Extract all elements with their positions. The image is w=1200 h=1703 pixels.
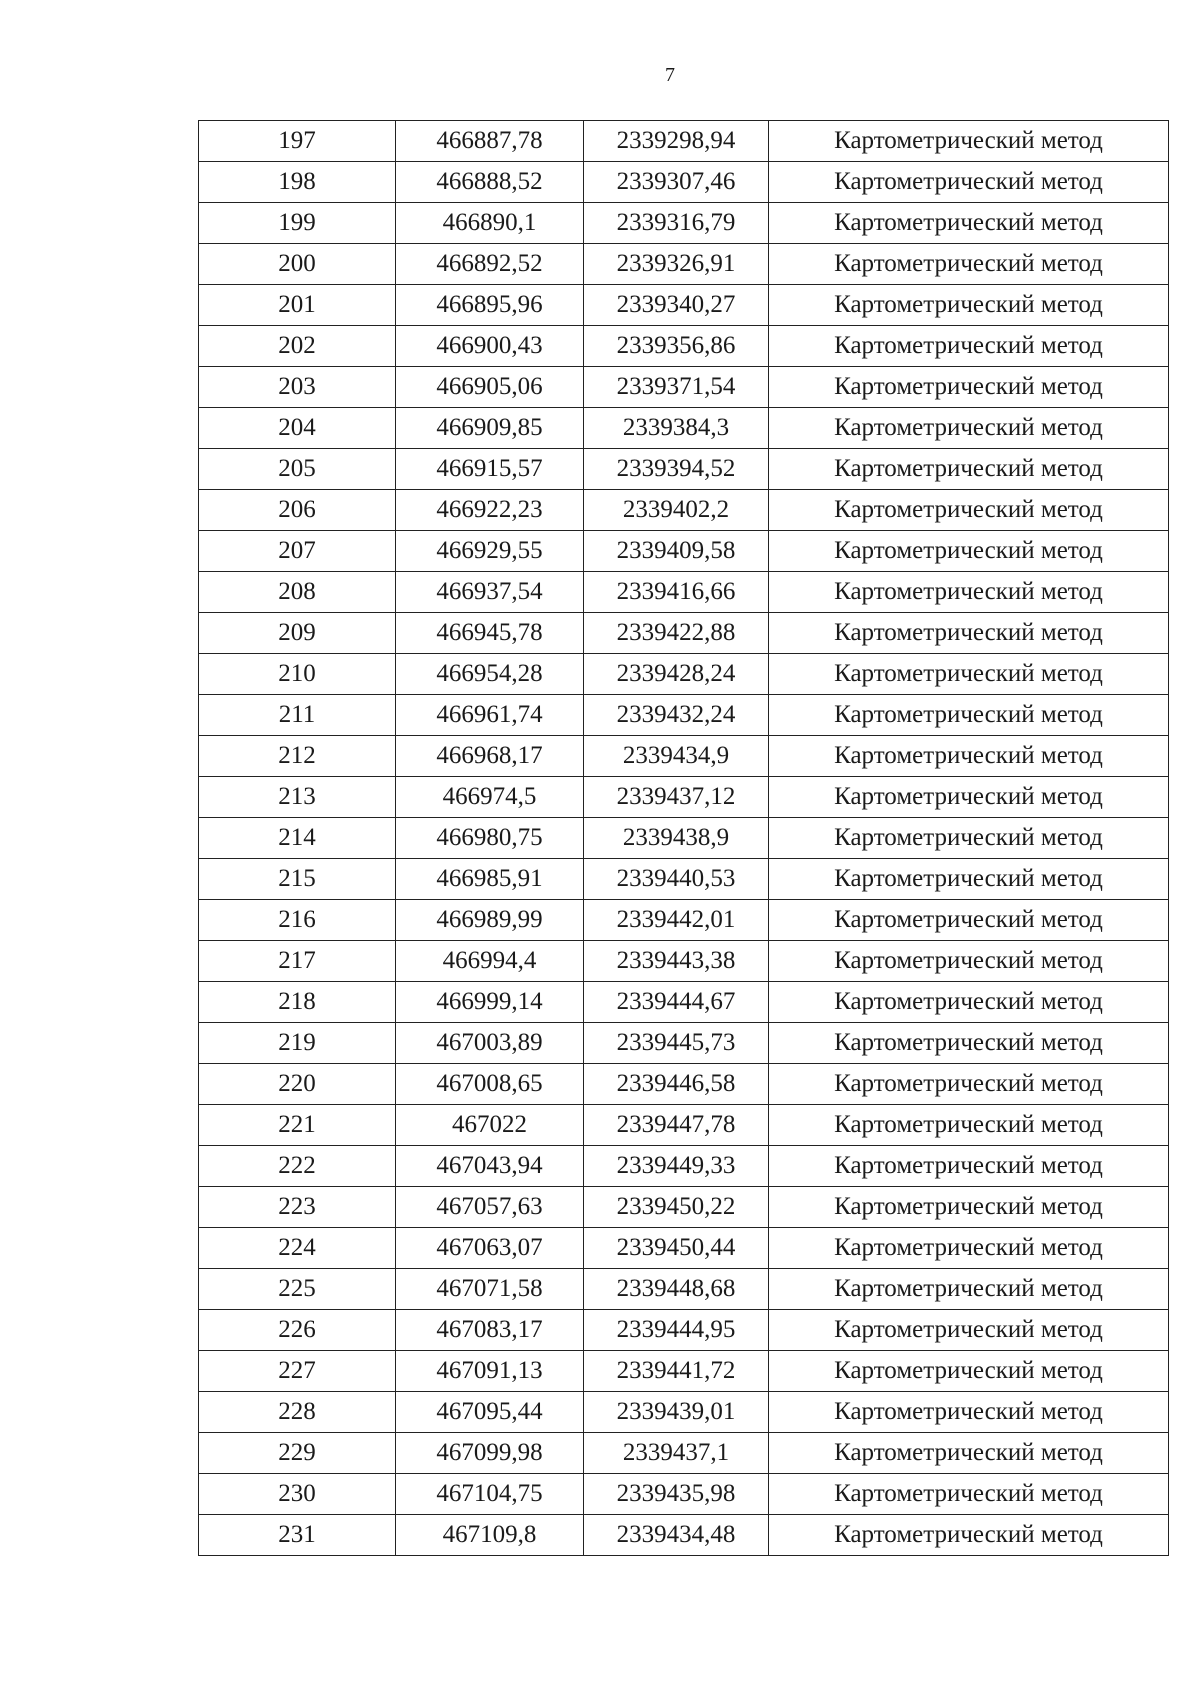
table-row [199, 203, 1169, 244]
y-coordinate-cell: 2339450,44 [584, 1228, 769, 1269]
method-cell: Картометрический метод [769, 1228, 1169, 1269]
table-row [199, 531, 1169, 572]
table-row [199, 1187, 1169, 1228]
method-cell: Картометрический метод [769, 1146, 1169, 1187]
point-number-cell: 198 [199, 162, 396, 203]
x-coordinate-cell: 466922,23 [396, 490, 584, 531]
table-row [199, 326, 1169, 367]
x-coordinate-cell: 467003,89 [396, 1023, 584, 1064]
method-cell: Картометрический метод [769, 900, 1169, 941]
y-coordinate-cell: 2339434,9 [584, 736, 769, 777]
table-row [199, 121, 1169, 162]
table-row [199, 285, 1169, 326]
table-row [199, 244, 1169, 285]
x-coordinate-cell: 467043,94 [396, 1146, 584, 1187]
point-number-cell: 211 [199, 695, 396, 736]
method-cell: Картометрический метод [769, 244, 1169, 285]
x-coordinate-cell: 467063,07 [396, 1228, 584, 1269]
point-number-cell: 222 [199, 1146, 396, 1187]
x-coordinate-cell: 466974,5 [396, 777, 584, 818]
method-cell: Картометрический метод [769, 1433, 1169, 1474]
point-number-cell: 221 [199, 1105, 396, 1146]
x-coordinate-cell: 467057,63 [396, 1187, 584, 1228]
x-coordinate-cell: 466905,06 [396, 367, 584, 408]
point-number-cell: 217 [199, 941, 396, 982]
table-row [199, 900, 1169, 941]
y-coordinate-cell: 2339340,27 [584, 285, 769, 326]
method-cell: Картометрический метод [769, 1515, 1169, 1556]
y-coordinate-cell: 2339445,73 [584, 1023, 769, 1064]
method-cell: Картометрический метод [769, 121, 1169, 162]
point-number-cell: 204 [199, 408, 396, 449]
method-cell: Картометрический метод [769, 203, 1169, 244]
table-row [199, 490, 1169, 531]
table-row [199, 695, 1169, 736]
coordinates-table-body [199, 121, 1169, 1556]
point-number-cell: 207 [199, 531, 396, 572]
y-coordinate-cell: 2339394,52 [584, 449, 769, 490]
table-row [199, 367, 1169, 408]
y-coordinate-cell: 2339298,94 [584, 121, 769, 162]
method-cell: Картометрический метод [769, 1351, 1169, 1392]
y-coordinate-cell: 2339384,3 [584, 408, 769, 449]
y-coordinate-cell: 2339448,68 [584, 1269, 769, 1310]
y-coordinate-cell: 2339447,78 [584, 1105, 769, 1146]
table-row [199, 982, 1169, 1023]
table-row [199, 1474, 1169, 1515]
x-coordinate-cell: 466945,78 [396, 613, 584, 654]
table-row [199, 1064, 1169, 1105]
table-row [199, 777, 1169, 818]
table-row [199, 1351, 1169, 1392]
y-coordinate-cell: 2339307,46 [584, 162, 769, 203]
method-cell: Картометрический метод [769, 572, 1169, 613]
point-number-cell: 224 [199, 1228, 396, 1269]
point-number-cell: 202 [199, 326, 396, 367]
table-row [199, 818, 1169, 859]
x-coordinate-cell: 466895,96 [396, 285, 584, 326]
method-cell: Картометрический метод [769, 736, 1169, 777]
y-coordinate-cell: 2339443,38 [584, 941, 769, 982]
table-row [199, 941, 1169, 982]
table-row [199, 1515, 1169, 1556]
y-coordinate-cell: 2339316,79 [584, 203, 769, 244]
x-coordinate-cell: 466937,54 [396, 572, 584, 613]
x-coordinate-cell: 467099,98 [396, 1433, 584, 1474]
y-coordinate-cell: 2339402,2 [584, 490, 769, 531]
point-number-cell: 209 [199, 613, 396, 654]
y-coordinate-cell: 2339449,33 [584, 1146, 769, 1187]
table-row [199, 1269, 1169, 1310]
y-coordinate-cell: 2339437,12 [584, 777, 769, 818]
x-coordinate-cell: 466985,91 [396, 859, 584, 900]
point-number-cell: 226 [199, 1310, 396, 1351]
point-number-cell: 212 [199, 736, 396, 777]
point-number-cell: 225 [199, 1269, 396, 1310]
y-coordinate-cell: 2339435,98 [584, 1474, 769, 1515]
x-coordinate-cell: 467091,13 [396, 1351, 584, 1392]
point-number-cell: 218 [199, 982, 396, 1023]
table-row [199, 449, 1169, 490]
method-cell: Картометрический метод [769, 1105, 1169, 1146]
table-row [199, 1146, 1169, 1187]
x-coordinate-cell: 467008,65 [396, 1064, 584, 1105]
y-coordinate-cell: 2339416,66 [584, 572, 769, 613]
method-cell: Картометрический метод [769, 1474, 1169, 1515]
method-cell: Картометрический метод [769, 490, 1169, 531]
x-coordinate-cell: 467083,17 [396, 1310, 584, 1351]
table-row [199, 654, 1169, 695]
y-coordinate-cell: 2339422,88 [584, 613, 769, 654]
method-cell: Картометрический метод [769, 449, 1169, 490]
method-cell: Картометрический метод [769, 859, 1169, 900]
point-number-cell: 223 [199, 1187, 396, 1228]
table-row [199, 736, 1169, 777]
point-number-cell: 200 [199, 244, 396, 285]
y-coordinate-cell: 2339444,95 [584, 1310, 769, 1351]
y-coordinate-cell: 2339438,9 [584, 818, 769, 859]
method-cell: Картометрический метод [769, 1269, 1169, 1310]
y-coordinate-cell: 2339450,22 [584, 1187, 769, 1228]
point-number-cell: 213 [199, 777, 396, 818]
method-cell: Картометрический метод [769, 326, 1169, 367]
coordinates-table [198, 120, 1169, 1556]
x-coordinate-cell: 466999,14 [396, 982, 584, 1023]
y-coordinate-cell: 2339442,01 [584, 900, 769, 941]
method-cell: Картометрический метод [769, 654, 1169, 695]
x-coordinate-cell: 467109,8 [396, 1515, 584, 1556]
table-row [199, 1433, 1169, 1474]
table-row [199, 162, 1169, 203]
x-coordinate-cell: 466968,17 [396, 736, 584, 777]
method-cell: Картометрический метод [769, 1187, 1169, 1228]
x-coordinate-cell: 466994,4 [396, 941, 584, 982]
point-number-cell: 219 [199, 1023, 396, 1064]
point-number-cell: 206 [199, 490, 396, 531]
y-coordinate-cell: 2339428,24 [584, 654, 769, 695]
point-number-cell: 229 [199, 1433, 396, 1474]
point-number-cell: 197 [199, 121, 396, 162]
method-cell: Картометрический метод [769, 1392, 1169, 1433]
x-coordinate-cell: 466892,52 [396, 244, 584, 285]
point-number-cell: 216 [199, 900, 396, 941]
method-cell: Картометрический метод [769, 162, 1169, 203]
method-cell: Картометрический метод [769, 285, 1169, 326]
point-number-cell: 230 [199, 1474, 396, 1515]
method-cell: Картометрический метод [769, 1310, 1169, 1351]
table-row [199, 1105, 1169, 1146]
method-cell: Картометрический метод [769, 777, 1169, 818]
y-coordinate-cell: 2339371,54 [584, 367, 769, 408]
x-coordinate-cell: 466954,28 [396, 654, 584, 695]
point-number-cell: 208 [199, 572, 396, 613]
x-coordinate-cell: 466961,74 [396, 695, 584, 736]
method-cell: Картометрический метод [769, 982, 1169, 1023]
point-number-cell: 214 [199, 818, 396, 859]
point-number-cell: 220 [199, 1064, 396, 1105]
point-number-cell: 199 [199, 203, 396, 244]
x-coordinate-cell: 466980,75 [396, 818, 584, 859]
y-coordinate-cell: 2339356,86 [584, 326, 769, 367]
page-number: 7 [665, 64, 675, 86]
table-row [199, 613, 1169, 654]
point-number-cell: 203 [199, 367, 396, 408]
table-row [199, 1310, 1169, 1351]
point-number-cell: 227 [199, 1351, 396, 1392]
x-coordinate-cell: 466929,55 [396, 531, 584, 572]
point-number-cell: 205 [199, 449, 396, 490]
x-coordinate-cell: 466887,78 [396, 121, 584, 162]
table-row [199, 1392, 1169, 1433]
method-cell: Картометрический метод [769, 531, 1169, 572]
y-coordinate-cell: 2339446,58 [584, 1064, 769, 1105]
point-number-cell: 231 [199, 1515, 396, 1556]
x-coordinate-cell: 466909,85 [396, 408, 584, 449]
point-number-cell: 201 [199, 285, 396, 326]
method-cell: Картометрический метод [769, 613, 1169, 654]
x-coordinate-cell: 466915,57 [396, 449, 584, 490]
x-coordinate-cell: 466888,52 [396, 162, 584, 203]
point-number-cell: 228 [199, 1392, 396, 1433]
method-cell: Картометрический метод [769, 408, 1169, 449]
method-cell: Картометрический метод [769, 1023, 1169, 1064]
table-row [199, 572, 1169, 613]
table-row [199, 1228, 1169, 1269]
x-coordinate-cell: 467071,58 [396, 1269, 584, 1310]
method-cell: Картометрический метод [769, 367, 1169, 408]
x-coordinate-cell: 467022 [396, 1105, 584, 1146]
method-cell: Картометрический метод [769, 695, 1169, 736]
method-cell: Картометрический метод [769, 818, 1169, 859]
x-coordinate-cell: 466900,43 [396, 326, 584, 367]
table-row [199, 1023, 1169, 1064]
y-coordinate-cell: 2339440,53 [584, 859, 769, 900]
table-row [199, 408, 1169, 449]
y-coordinate-cell: 2339444,67 [584, 982, 769, 1023]
y-coordinate-cell: 2339439,01 [584, 1392, 769, 1433]
table-row [199, 859, 1169, 900]
x-coordinate-cell: 466890,1 [396, 203, 584, 244]
x-coordinate-cell: 467095,44 [396, 1392, 584, 1433]
method-cell: Картометрический метод [769, 941, 1169, 982]
y-coordinate-cell: 2339437,1 [584, 1433, 769, 1474]
y-coordinate-cell: 2339441,72 [584, 1351, 769, 1392]
point-number-cell: 210 [199, 654, 396, 695]
y-coordinate-cell: 2339326,91 [584, 244, 769, 285]
y-coordinate-cell: 2339434,48 [584, 1515, 769, 1556]
x-coordinate-cell: 467104,75 [396, 1474, 584, 1515]
y-coordinate-cell: 2339432,24 [584, 695, 769, 736]
method-cell: Картометрический метод [769, 1064, 1169, 1105]
x-coordinate-cell: 466989,99 [396, 900, 584, 941]
y-coordinate-cell: 2339409,58 [584, 531, 769, 572]
point-number-cell: 215 [199, 859, 396, 900]
